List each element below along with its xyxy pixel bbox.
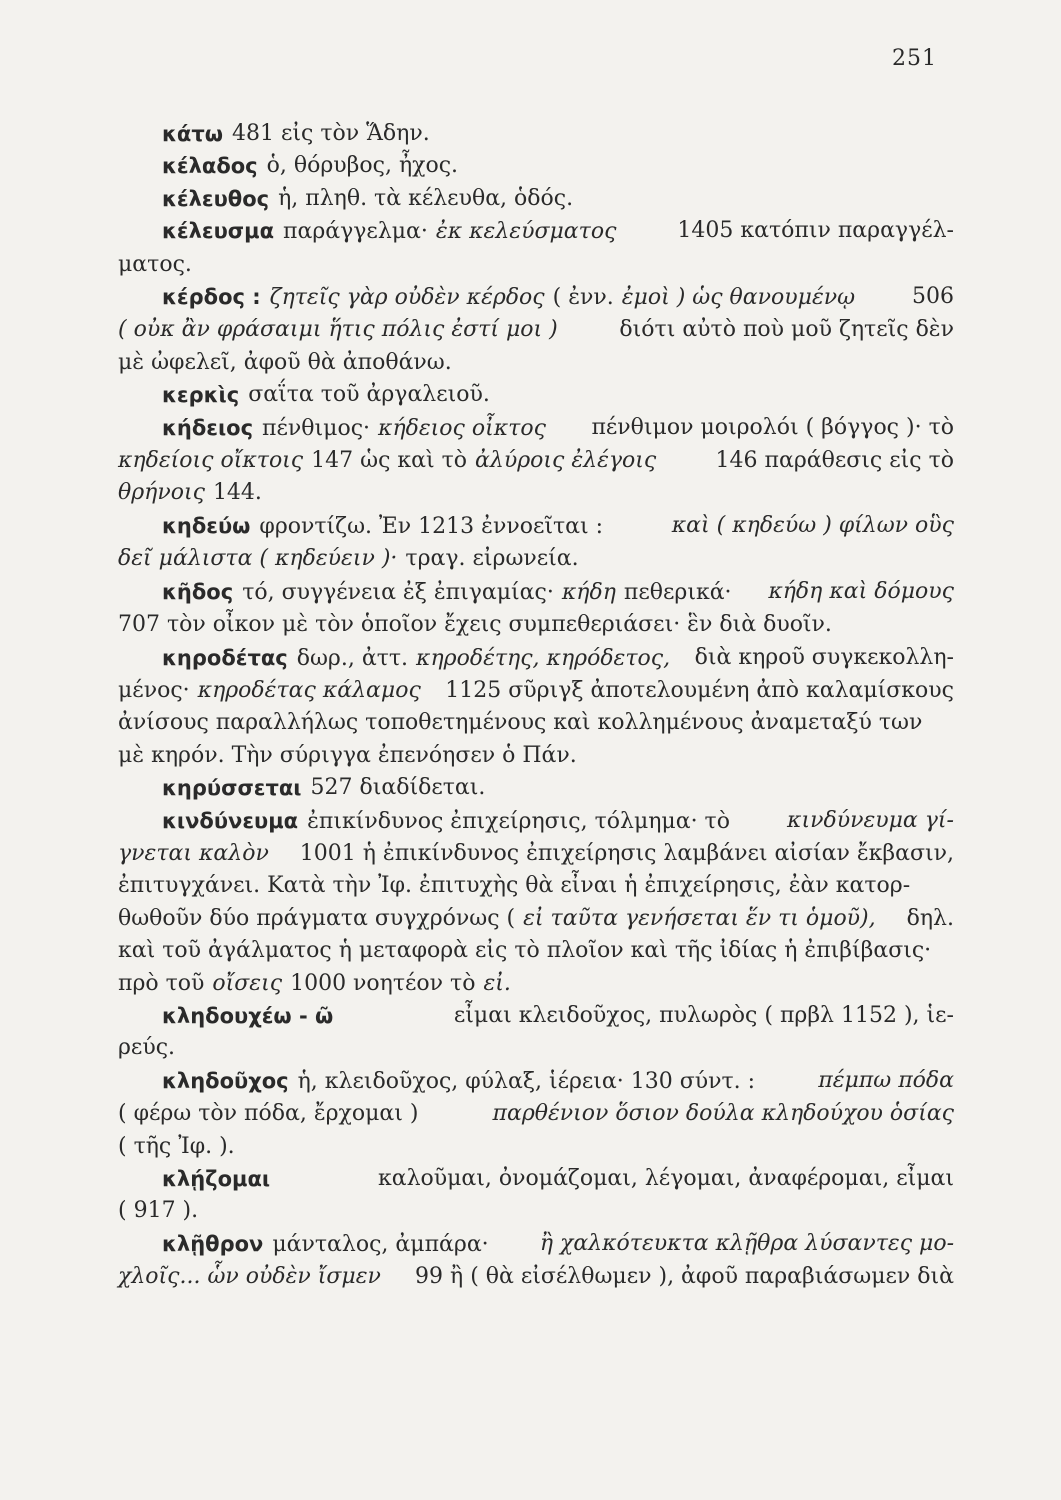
quote: ζητεῖς γὰρ οὐδὲν κέρδος [269,285,545,311]
text-line [118,1032,954,1064]
definition: ( φέρω τὸν πόδα, ἔρχομαι ) [118,1101,419,1127]
entry-kleithron [118,1228,954,1294]
text-line [118,215,954,248]
text-line [118,1228,954,1261]
quote: ἐκ κελεύσματος [435,219,617,245]
lemma: κληδοῦχος [162,1068,289,1093]
page-number: 251 [892,46,937,71]
definition: διὰ κηροῦ συγκεκολλη- [694,644,954,670]
quote: εἰ ταῦτα γενήσεται ἕν τι ὁμοῦ), [523,905,876,931]
text-line [118,805,954,838]
definition: ἐπιτυγχάνει. Κατὰ τὴν Ἰφ. ἐπιτυχὴς θὰ εἶναι ἡ ἐπιχείρησις, ἐὰν κατορ- [118,873,911,899]
text-line [118,870,954,902]
lemma: κινδύνευμα [162,808,299,833]
quote: θρήνοις [118,480,205,506]
quote: οἴσεις [212,970,283,996]
lemma: κῆδος [162,579,234,604]
text-line [118,968,954,1000]
entry-kedeios [118,412,954,510]
definition: ματος. [118,251,192,277]
definition: θωθοῦν δύο πράγματα συγχρόνως ( [118,905,516,931]
text-line [118,642,954,675]
lemma: κέλευθος [162,186,270,211]
quote: ἀλύροις ἐλέγοις [475,448,657,474]
quote: παρθένιον ὅσιον δούλα κληδούχου ὁσίας [492,1101,954,1127]
definition: ὁ, θόρυβος, ἦχος. [266,153,459,179]
line-ref: 144. [212,480,262,506]
lemma: κάτω [162,122,224,146]
quote: γνεται καλὸν [118,840,269,866]
lemma: κλῄζομαι [162,1167,271,1191]
definition: εἶμαι κλειδοῦχος, πυλωρὸς ( πρβλ 1152 ), ἱε- [453,1002,954,1028]
entry-kleidoucheo [118,1000,954,1065]
entry-kedos [118,576,954,642]
definition: παράγγελμα· [283,219,428,245]
definition: πεθερικά· [623,579,732,605]
definition: σαΐτα τοῦ ἀργαλειοῦ. [248,382,490,408]
lemma: κηροδέτας [162,645,288,670]
text-line [118,576,954,609]
definition: πένθιμος· [262,415,371,441]
text-line [118,249,954,281]
definition: πένθιμον μοιρολόι ( βόγγος )· τὸ [591,414,954,440]
definition: τό, συγγένεια ἐξ ἐπιγαμίας· [242,579,554,605]
definition: ἡ, κλειδοῦχος, φύλαξ, ἱέρεια· 130 σύντ. : [297,1068,756,1094]
text-line [118,609,954,641]
quote: πέμπω πόδα [818,1067,954,1093]
definition: 527 διαδίδεται. [310,775,486,801]
lemma: κήδειος [162,415,254,440]
text-line [118,1261,954,1293]
text-line [118,1195,954,1227]
entry-kerodetas [118,642,954,773]
text-line [118,314,954,346]
quote: κήδη καὶ δόμους [768,578,954,604]
text-line [118,1065,954,1098]
quote: κηδείοις οἴκτοις [118,448,304,474]
definition: δωρ., ἀττ. [296,645,409,671]
text-line [118,477,954,509]
text-line [118,1163,954,1195]
lemma: κηδεύω [162,513,251,538]
entry-kerussetai [118,772,954,804]
entry-klezomai [118,1163,954,1228]
definition: 1125 σῦριγξ ἀποτελουμένη ἀπὸ καλαμίσκους [445,677,954,703]
text-line [118,707,954,739]
text-line [118,903,954,935]
definition: ( τῆς Ἰφ. ). [118,1133,235,1159]
text-line [118,510,954,543]
entry-kelados [118,150,954,182]
definition: 707 τὸν οἶκον μὲ τὸν ὁποῖον ἔχεις συμπεθεριάσει· ἓν διὰ δυοῖν. [118,612,832,638]
definition: μένος· [118,677,190,703]
quote: κηροδέτης, κηρόδετος, [416,645,671,671]
quote: κηροδέτας κάλαμος [197,677,421,703]
definition: μάνταλος, ἀμπάρα· [272,1231,489,1257]
definition: δηλ. [906,905,954,931]
definition: 1000 νοητέον τὸ [290,970,476,996]
definition: 481 εἰς τὸν Ἅδην. [232,121,430,146]
definition: ρεύς. [118,1035,176,1061]
quote: ( οὐκ ἂν φράσαιμι ἥτις πόλις ἐστί μοι ) [118,317,558,343]
text-line [118,1131,954,1163]
lemma: κερκὶς [162,383,240,408]
definition: τραγ. εἰρωνεία. [405,546,579,572]
quote: δεῖ μάλιστα ( κηδεύειν )· [118,546,398,572]
quote: καὶ ( κηδεύω ) φίλων οὓς [671,512,954,538]
definition: διότι αὐτὸ ποὺ μοῦ ζητεῖς δὲν [619,317,954,343]
entry-kleidouchos [118,1065,954,1163]
quote: ἐμοὶ ) ὡς θανουμένῳ [621,285,856,311]
lemma: κλῇθρον [162,1231,264,1256]
definition: 147 ὡς καὶ τὸ [311,448,468,474]
definition: μὲ κηρόν. Τὴν σύριγγα ἐπενόησεν ὁ Πάν. [118,742,577,768]
text-line [118,1098,954,1130]
definition: καλοῦμαι, ὀνομάζομαι, λέγομαι, ἀναφέρομαι, εἶμαι [377,1166,954,1191]
text-line [118,445,954,477]
definition: ἡ, πληθ. τὰ κέλευθα, ὁδός. [278,185,574,211]
definition: 146 παράθεσις εἰς τὸ [715,448,954,474]
lemma: κηρύσσεται [162,776,302,801]
lemma: κέλαδος [162,154,258,179]
lemma: κληδουχέω - ῶ [162,1003,334,1028]
definition: φροντίζω. Ἐν 1213 ἐννοεῖται : [259,513,604,539]
entry-kindyneuma [118,805,954,1000]
quote: ἢ χαλκότευκτα κλῇθρα λύσαντες μο- [539,1230,954,1256]
lemma: κέλευσμα [162,219,275,244]
quote: χλοῖς... ὧν οὐδὲν ἴσμεν [118,1264,381,1290]
quote: κινδύνευμα γί- [787,807,954,833]
text-line [118,935,954,967]
text-line [118,1000,954,1032]
text-line [118,543,954,575]
quote: κήδειος οἶκτος [378,415,546,441]
definition: 99 ἢ ( θὰ εἰσέλθωμεν ), ἀφοῦ παραβιάσωμεν διὰ [415,1264,954,1290]
entry-kerkis [118,379,954,411]
text-line [118,281,954,314]
text-line [118,740,954,772]
dictionary-text [118,118,954,1294]
text-line [118,412,954,445]
entry-keleuthos [118,183,954,215]
definition: 1001 ἡ ἐπικίνδυνος ἐπιχείρησις λαμβάνει αἰσίαν ἔκβασιν, [299,840,954,866]
quote: εἰ. [483,970,511,996]
entry-kato [118,118,954,150]
definition: καὶ τοῦ ἀγάλματος ἡ μεταφορὰ εἰς τὸ πλοῖον καὶ τῆς ἰδίας ἡ ἐπιβίβασις· [118,938,932,964]
lemma: κέρδος : [162,285,261,310]
definition: 1405 κατόπιν παραγγέλ- [677,218,954,244]
definition: ἐπικίνδυνος ἐπιχείρησις, τόλμημα· τὸ [307,808,730,834]
entry-keleusma [118,215,954,281]
text-line [118,838,954,870]
definition: ἀνίσους παραλλήλως τοποθετημένους καὶ κολλημένους ἀναμεταξύ των [118,710,923,736]
line-ref: 506 [912,284,954,310]
definition: πρὸ τοῦ [118,970,205,996]
definition: ( 917 ). [118,1198,199,1224]
text-line [118,347,954,379]
entry-kerdos [118,281,954,379]
text-line [118,675,954,707]
quote: κήδη [561,579,616,605]
definition: μὲ ὠφελεῖ, ἀφοῦ θὰ ἀποθάνω. [118,349,452,375]
definition: ( ἐνν. [552,285,614,311]
entry-kedeuo [118,510,954,576]
